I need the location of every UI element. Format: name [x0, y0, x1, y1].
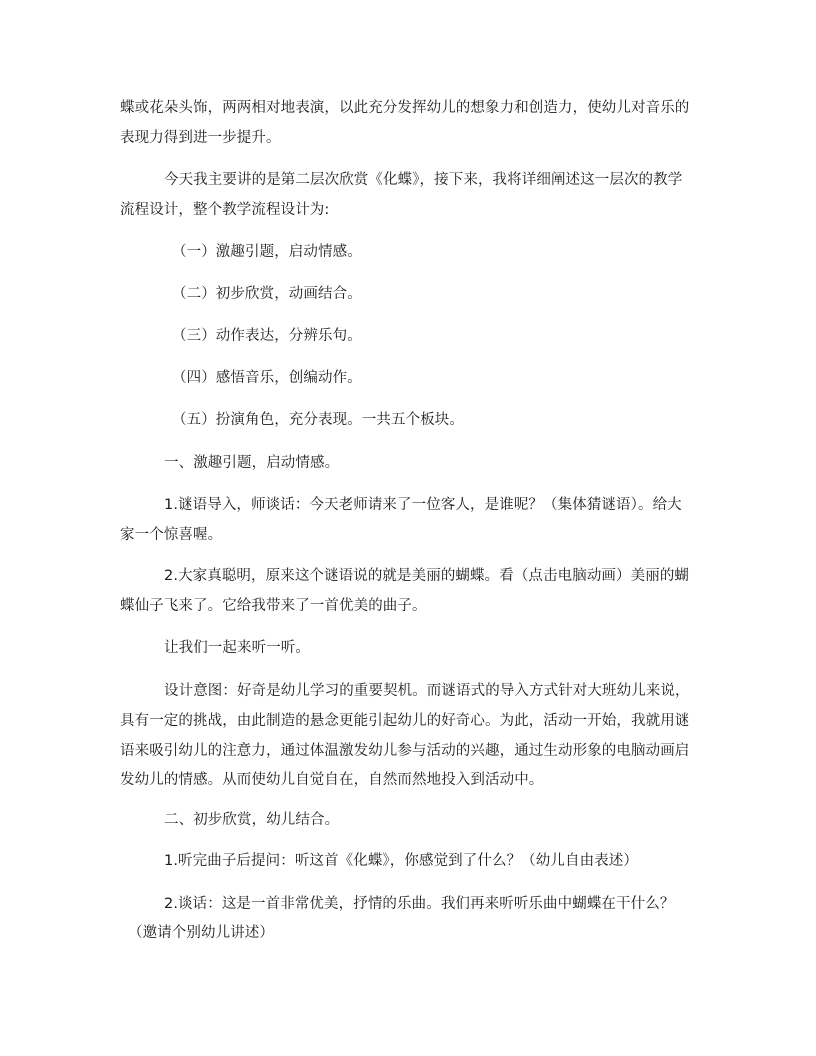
outline-item: （五）扮演角色，充分表现。一共五个板块。 [172, 412, 464, 428]
outline-item: （四）感悟音乐，创编动作。 [172, 370, 362, 386]
outline-item: （三）动作表达，分辨乐句。 [172, 328, 362, 344]
paragraph-line: 蝶仙子飞来了。它给我带来了一首优美的曲子。 [120, 598, 427, 614]
paragraph-line: 让我们一起来听一听。 [164, 640, 310, 656]
paragraph-line: 语来吸引幼儿的注意力，通过体温激发幼儿参与活动的兴趣，通过生动形象的电脑动画启 [120, 743, 690, 759]
outline-item: （二）初步欣赏，动画结合。 [172, 286, 362, 302]
section-heading: 一、激趣引题，启动情感。 [164, 455, 340, 471]
paragraph-line: 2.谈话：这是一首非常优美，抒情的乐曲。我们再来听听乐曲中蝴蝶在干什么？ [164, 896, 675, 912]
paragraph-line: 蝶或花朵头饰，两两相对地表演，以此充分发挥幼儿的想象力和创造力，使幼儿对音乐的 [120, 100, 690, 116]
paragraph-line: 具有一定的挑战，由此制造的悬念更能引起幼儿的好奇心。为此，活动一开始，我就用谜 [120, 713, 690, 729]
paragraph-line: 发幼儿的情感。从而使幼儿自觉自在，自然而然地投入到活动中。 [120, 772, 544, 788]
paragraph-line: 2.大家真聪明，原来这个谜语说的就是美丽的蝴蝶。看（点击电脑动画）美丽的蝴 [164, 568, 690, 584]
section-heading: 二、初步欣赏，幼儿结合。 [164, 812, 340, 828]
paragraph-line: 家一个惊喜喔。 [120, 527, 223, 543]
paragraph-line: 今天我主要讲的是第二层次欣赏《化蝶》，接下来，我将详细阐述这一层次的教学 [164, 172, 683, 188]
paragraph-line: 表现力得到进一步提升。 [120, 130, 281, 146]
paragraph-line: （邀请个别幼儿讲述） [128, 925, 274, 941]
paragraph-line: 流程设计，整个教学流程设计为: [120, 202, 330, 218]
paragraph-line: 1.谜语导入，师谈话：今天老师请来了一位客人，是谁呢？（集体猜谜语）。给大 [164, 497, 682, 513]
paragraph-line: 设计意图：好奇是幼儿学习的重要契机。而谜语式的导入方式针对大班幼儿来说， [164, 683, 690, 699]
outline-item: （一）激趣引题，启动情感。 [172, 244, 362, 260]
paragraph-line: 1.听完曲子后提问：听这首《化蝶》，你感觉到了什么？（幼儿自由表述） [164, 853, 638, 869]
